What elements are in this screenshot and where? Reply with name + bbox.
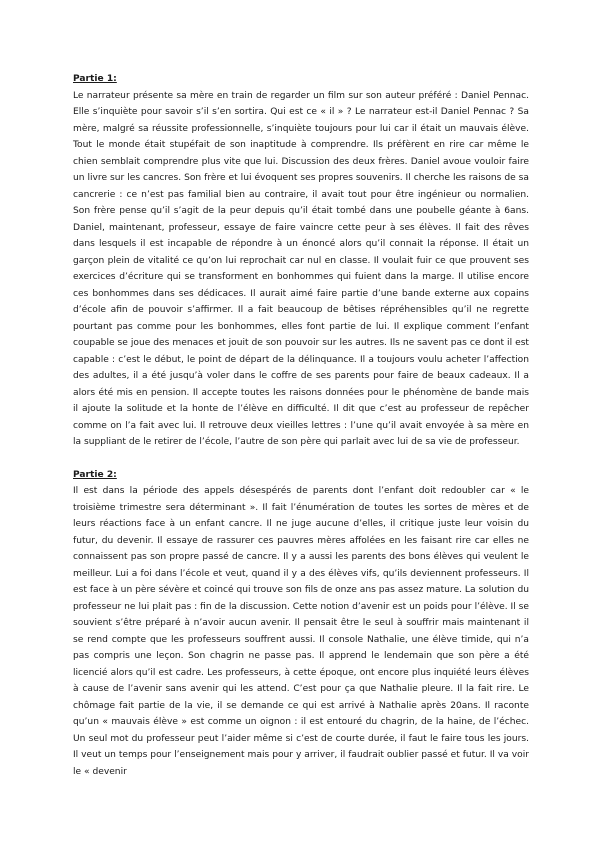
part1-paragraph: Le narrateur présente sa mère en train de regarder un film sur son auteur préféré : Daniel Pennac. Elle s’inquiète pour savoir s’il s’en sortira. Qui est ce « il » ? Le narrateur est-il Daniel Pennac ? Sa mère, malgré sa réussite professionnelle, s’inquiète toujours pour lui car il était un mauvais élève. Tout le monde était stupéfait de son inaptitude à comprendre. Ils préfèrent en rire car même le chien semblait comprendre plus vite que lui. Discussion des deux frères. Daniel avoue vouloir faire un livre sur les cancres. Son frère et lui évoquent ses propres souvenirs. Il cherche les raisons de sa cancrerie : ce n’est pas familial bien au contraire, il avait tout pour être ingénieur ou normalien. Son frère pense qu’il s’agit de la peur depuis qu’il était tombé dans une poubelle géante à 6ans. Daniel, maintenant, professeur, essaye de faire vaincre cette peur à ses élèves. Il fait des rêves dans lesquels il est incapable de répondre à un énoncé alors qu’il connait la réponse. Il était un garçon plein de vitalité ce qu’on lui reprochait car nul en classe. Il voulait fuir ce que prouvent ses exercices d’écriture qui se transforment en bonhommes qui fuient dans la marge. Il utilise encore ces bonhommes dans ses dédicaces. Il aurait aimé faire partie d’une bande externe aux copains d’école afin de pouvoir s’affirmer. Il a fait beaucoup de bêtises répréhensibles qu’il ne regrette pourtant pas comme pour les bonhommes, elles font partie de lui. Il explique comment l’enfant coupable se joue des menaces et jouit de son pouvoir sur les autres. Ils ne savent pas ce dont il est capable : c’est le début, le point de départ de la délinquance. Il a toujours voulu acheter l’affection des adultes, il a été jusqu’à voler dans le coffre de ses parents pour faire de beaux cadeaux. Il a alors été mis en pension. Il accepte toutes les raisons données pour le phénomène de bande mais il ajoute la solitude et la honte de l’élève en difficulté. Il dit que c’est au professeur de repêcher comme on l’a fait avec lui. Il retrouve deux vieilles lettres : l’une qu’il avait envoyée à sa mère en la suppliant de le retirer de l’école, l’autre de son père qui parlait avec lui de sa vie de professeur. bbox=[73, 90, 529, 447]
part2-paragraph: Il est dans la période des appels désespérés de parents dont l’enfant doit redoubler car « le troisième trimestre sera déterminant ». Il fait l’énumération de toutes les sortes de mères et de leurs réactions face à un enfant cancre. Il ne juge aucune d’elles, il critique juste leur voisin du futur, du devenir. Il essaye de rassurer ces pauvres mères affolées en les faisant rire car elles ne connaissent pas son propre passé de cancre. Il y a aussi les parents des bons élèves qui veulent le meilleur. Lui a foi dans l’école et veut, quand il y a des élèves vifs, qu’ils deviennent professeurs. Il est face à un père sévère et coincé qui trouve son fils de onze ans pas assez mature. La solution du professeur ne lui plait pas : fin de la discussion. Cette notion d’avenir est un poids pour l’élève. Il se souvient s’être préparé à n’avoir aucun avenir. Il pensait être le seul à souffrir mais maintenant il se rend compte que les professeurs souffrent aussi. Il console Nathalie, une élève timide, qui n’a pas compris une leçon. Son chagrin ne passe pas. Il apprend le lendemain que son père a été licencié alors qu’il est cadre. Les professeurs, à cette époque, ont encore plus inquiété leurs élèves à cause de l’avenir sans avenir qui les attend. C’est pour ça que Nathalie pleure. Il la fait rire. Le chômage fait partie de la vie, il se demande ce qui est arrivé à Nathalie après 20ans. Il raconte qu’un « mauvais élève » est comme un oignon : il est entouré du chagrin, de la haine, de l’échec. Un seul mot du professeur peut l’aider même si c’est de courte durée, il faut le faire tous les jours. Il veut un temps pour l’enseignement mais pour y arriver, il faudrait oublier passé et futur. Il va voir le « devenir bbox=[73, 486, 529, 777]
document-page bbox=[73, 71, 529, 780]
part1-heading: Partie 1: bbox=[73, 74, 117, 84]
section-spacer bbox=[73, 451, 529, 467]
part2-heading: Partie 2: bbox=[73, 469, 117, 480]
